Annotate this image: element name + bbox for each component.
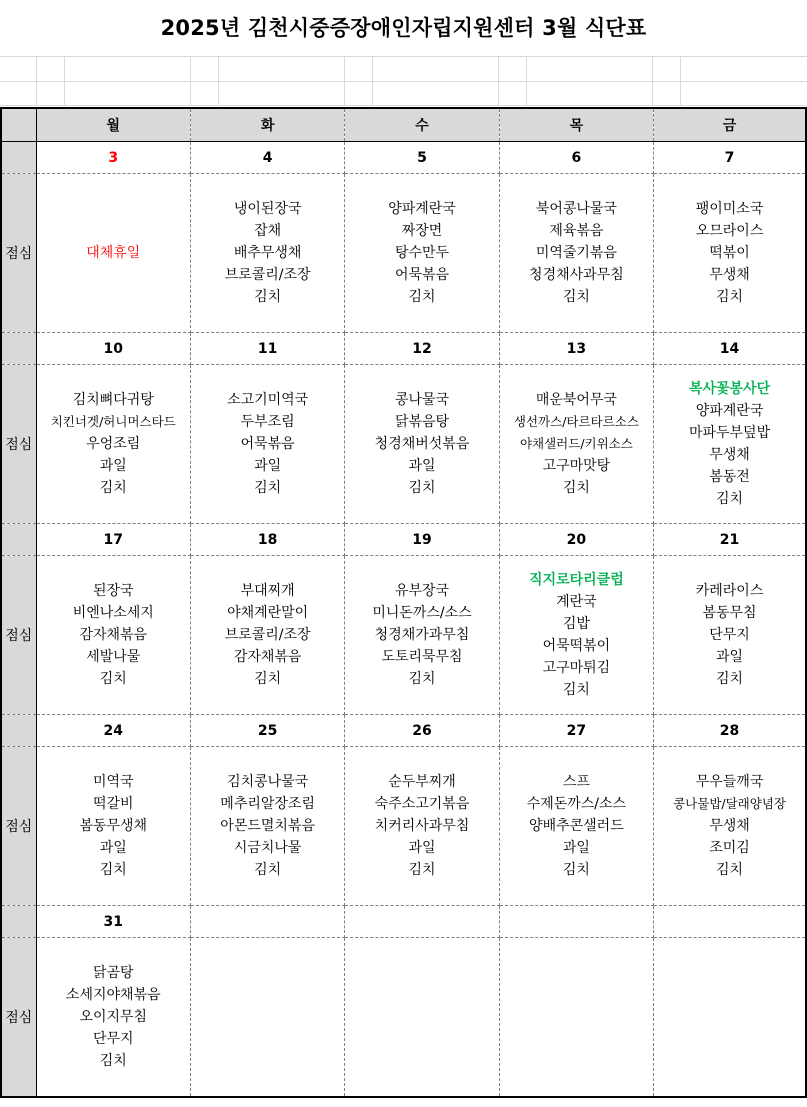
dish-item: 무생채: [709, 267, 750, 283]
dish-item: 김치: [562, 682, 590, 698]
menu-cell: [36, 174, 190, 333]
meal-row: [1, 747, 806, 906]
weekday-header: 월: [36, 108, 190, 142]
dish-item: 감자채볶음: [233, 649, 302, 665]
date-cell: 11: [190, 333, 344, 365]
menu-cell: [654, 556, 806, 715]
dish-item: 김치: [408, 671, 436, 687]
meal-label: 점심: [1, 174, 36, 333]
dish-item: 시금치나물: [233, 840, 302, 856]
dish-item: 아몬드멸치볶음: [220, 818, 315, 834]
dish-item: 김치: [99, 862, 127, 878]
dish-item: 치킨너겟/허니머스타드: [50, 414, 176, 429]
menu-cell: [499, 938, 653, 1098]
date-cell: 21: [654, 524, 806, 556]
dish-item: 오므라이스: [695, 223, 764, 239]
side-blank-cell: [1, 715, 36, 747]
dish-item: 김치: [99, 671, 127, 687]
meal-label: 점심: [1, 556, 36, 715]
date-cell: 26: [345, 715, 499, 747]
dish-item: 양파계란국: [695, 403, 764, 419]
dish-item: 김치: [254, 289, 282, 305]
dish-item: 된장국: [92, 583, 134, 599]
side-blank-cell: [1, 524, 36, 556]
date-cell: 18: [190, 524, 344, 556]
side-blank-cell: [1, 142, 36, 174]
dish-item: 생선까스/타르타르소스: [513, 414, 639, 429]
dish-item: 감자채볶음: [79, 627, 148, 643]
dish-item: 매운북어무국: [535, 392, 617, 408]
dish-item: 미니돈까스/소스: [372, 605, 472, 621]
date-cell: 14: [654, 333, 806, 365]
menu-cell: [345, 556, 499, 715]
dish-item: 봄동전: [709, 469, 750, 485]
dish-item: 수제돈까스/소스: [526, 796, 627, 812]
dish-item: 잡채: [254, 223, 282, 239]
dish-item: 김치콩나물국: [227, 774, 309, 790]
menu-cell: [190, 174, 344, 333]
dish-item: 김치: [716, 491, 744, 507]
side-blank-cell: [1, 333, 36, 365]
dish-item: 과일: [562, 840, 590, 856]
dish-item: 비엔나소세지: [72, 605, 154, 621]
menu-cell: [499, 747, 653, 906]
dish-item: 숙주소고기볶음: [374, 796, 470, 812]
date-cell: 10: [36, 333, 190, 365]
meal-row: [1, 938, 806, 1098]
date-cell: 4: [190, 142, 344, 174]
dish-item: 무우들깨국: [695, 774, 764, 790]
dish-item: 김치: [562, 289, 590, 305]
date-row: [1, 142, 806, 174]
weekday-header: 화: [190, 108, 344, 142]
date-cell: 19: [345, 524, 499, 556]
meal-row: [1, 174, 806, 333]
dish-item: 무생채: [709, 818, 750, 834]
dish-item: 순두부찌개: [388, 774, 456, 790]
date-cell: 12: [345, 333, 499, 365]
weekday-header: 금: [654, 108, 806, 142]
dish-item: 팽이미소국: [695, 201, 764, 217]
dish-item: 떡볶이: [709, 245, 750, 261]
menu-cell: [36, 365, 190, 524]
meal-label: 점심: [1, 365, 36, 524]
dish-item: 소세지야채볶음: [65, 987, 161, 1003]
dish-item: 닭곰탕: [92, 965, 134, 981]
dish-item: 단무지: [709, 627, 750, 643]
date-cell: 5: [345, 142, 499, 174]
dish-item: 과일: [408, 840, 436, 856]
dish-item: 계란국: [556, 594, 597, 610]
date-cell: 13: [499, 333, 653, 365]
date-row: [1, 715, 806, 747]
dish-item: 냉이된장국: [233, 201, 302, 217]
dish-item: 미역국: [92, 774, 134, 790]
dish-item: 어묵볶음: [240, 436, 295, 452]
dish-item: 김치: [716, 289, 744, 305]
date-row: [1, 333, 806, 365]
dish-item: 카레라이스: [695, 583, 764, 599]
dish-item: 봄동무침: [702, 605, 757, 621]
dish-item: 유부장국: [394, 583, 450, 599]
dish-item: 메추리알장조림: [220, 796, 315, 812]
dish-item: 고구마튀김: [542, 660, 611, 676]
dish-item: 소고기미역국: [227, 392, 309, 408]
menu-cell: [190, 747, 344, 906]
dish-item: 양배추콘샐러드: [529, 818, 624, 834]
dish-item: 김치: [99, 1053, 127, 1069]
dish-item: 콩나물국: [394, 392, 450, 408]
menu-cell: [36, 556, 190, 715]
dish-item: 청경채버섯볶음: [374, 436, 470, 452]
menu-cell: [345, 174, 499, 333]
side-blank-cell: [1, 906, 36, 938]
dish-item: 무생채: [709, 447, 750, 463]
menu-table: [0, 107, 807, 1098]
menu-cell: [190, 556, 344, 715]
menu-cell: [654, 938, 806, 1098]
menu-cell: [36, 747, 190, 906]
spreadsheet-gridlines: [0, 56, 807, 106]
dish-item: 김치: [254, 862, 282, 878]
menu-cell: [654, 174, 806, 333]
weekday-header: 수: [345, 108, 499, 142]
dish-item: 탕수만두: [394, 245, 450, 261]
date-cell: 6: [499, 142, 653, 174]
date-cell: 31: [36, 906, 190, 938]
dish-item: 과일: [716, 649, 744, 665]
date-cell: 25: [190, 715, 344, 747]
dish-item: 떡갈비: [92, 796, 134, 812]
dish-item: 도토리묵무침: [381, 649, 463, 665]
dish-item: 부대찌개: [240, 583, 295, 599]
dish-item: 세발나물: [86, 649, 141, 665]
dish-item: 짜장면: [401, 223, 443, 239]
dish-item: 대체휴일: [86, 245, 141, 261]
dish-item: 오이지무침: [79, 1009, 148, 1025]
meal-row: [1, 556, 806, 715]
dish-item: 김치: [562, 862, 590, 878]
dish-item: 야채계란말이: [227, 605, 309, 621]
date-cell: [190, 906, 344, 938]
dish-item: 조미김: [709, 840, 750, 856]
dish-item: 어묵볶음: [394, 267, 450, 283]
meal-label: 점심: [1, 747, 36, 906]
menu-cell: [654, 747, 806, 906]
dish-item: 김치: [408, 862, 436, 878]
date-cell: 17: [36, 524, 190, 556]
dish-item: 청경채가과무침: [374, 627, 470, 643]
menu-cell: [345, 747, 499, 906]
meal-row: [1, 365, 806, 524]
menu-cell: [654, 365, 806, 524]
dish-item: 콩나물밥/달래양념장: [673, 796, 786, 811]
date-row: [1, 906, 806, 938]
dish-item: 김밥: [562, 616, 590, 632]
date-row: [1, 524, 806, 556]
menu-cell: [499, 365, 653, 524]
weekday-header: 목: [499, 108, 653, 142]
date-cell: [654, 906, 806, 938]
dish-item: 닭볶음탕: [394, 414, 450, 430]
dish-item: 청경채사과무침: [529, 267, 624, 283]
date-cell: 28: [654, 715, 806, 747]
dish-item: 김치뼈다귀탕: [72, 392, 154, 408]
corner-cell: [1, 108, 36, 142]
dish-item: 북어콩나물국: [535, 201, 617, 217]
weekday-header-row: [1, 108, 806, 142]
dish-item: 복사꽃봉사단: [688, 381, 771, 397]
menu-cell: [190, 938, 344, 1098]
dish-item: 야채샐러드/키위소스: [519, 436, 633, 451]
page-title: 2025년 김천시중증장애인자립지원센터 3월 식단표: [0, 0, 807, 57]
dish-item: 고구마맛탕: [542, 458, 611, 474]
dish-item: 김치: [99, 480, 127, 496]
dish-item: 미역줄기볶음: [535, 245, 617, 261]
dish-item: 김치: [254, 480, 282, 496]
dish-item: 봄동무생채: [79, 818, 148, 834]
dish-item: 치커리사과무침: [374, 818, 470, 834]
dish-item: 우엉조림: [86, 436, 141, 452]
dish-item: 김치: [716, 671, 744, 687]
dish-item: 과일: [99, 840, 127, 856]
date-cell: 24: [36, 715, 190, 747]
dish-item: 마파두부덮밥: [688, 425, 771, 441]
dish-item: 어묵떡볶이: [542, 638, 611, 654]
dish-item: 두부조림: [240, 414, 295, 430]
menu-cell: [345, 365, 499, 524]
dish-item: 단무지: [92, 1031, 134, 1047]
dish-item: 브로콜리/조장: [224, 267, 311, 283]
dish-item: 과일: [99, 458, 127, 474]
dish-item: 브로콜리/조장: [224, 627, 311, 643]
date-cell: 27: [499, 715, 653, 747]
dish-item: 김치: [254, 671, 282, 687]
meal-label: 점심: [1, 938, 36, 1098]
date-cell: [499, 906, 653, 938]
dish-item: 양파계란국: [388, 201, 456, 217]
dish-item: 김치: [408, 289, 436, 305]
date-cell: 20: [499, 524, 653, 556]
date-cell: 3: [36, 142, 190, 174]
dish-item: 스프: [562, 774, 590, 790]
dish-item: 김치: [408, 480, 436, 496]
dish-item: 제육볶음: [549, 223, 604, 239]
menu-cell: [499, 174, 653, 333]
menu-cell: [36, 938, 190, 1098]
dish-item: 김치: [562, 480, 590, 496]
dish-item: 배추무생채: [233, 245, 302, 261]
menu-cell: [345, 938, 499, 1098]
date-cell: [345, 906, 499, 938]
dish-item: 과일: [254, 458, 282, 474]
dish-item: 과일: [408, 458, 436, 474]
dish-item: 직지로타리클럽: [529, 572, 624, 588]
date-cell: 7: [654, 142, 806, 174]
menu-cell: [190, 365, 344, 524]
dish-item: 김치: [716, 862, 744, 878]
menu-cell: [499, 556, 653, 715]
